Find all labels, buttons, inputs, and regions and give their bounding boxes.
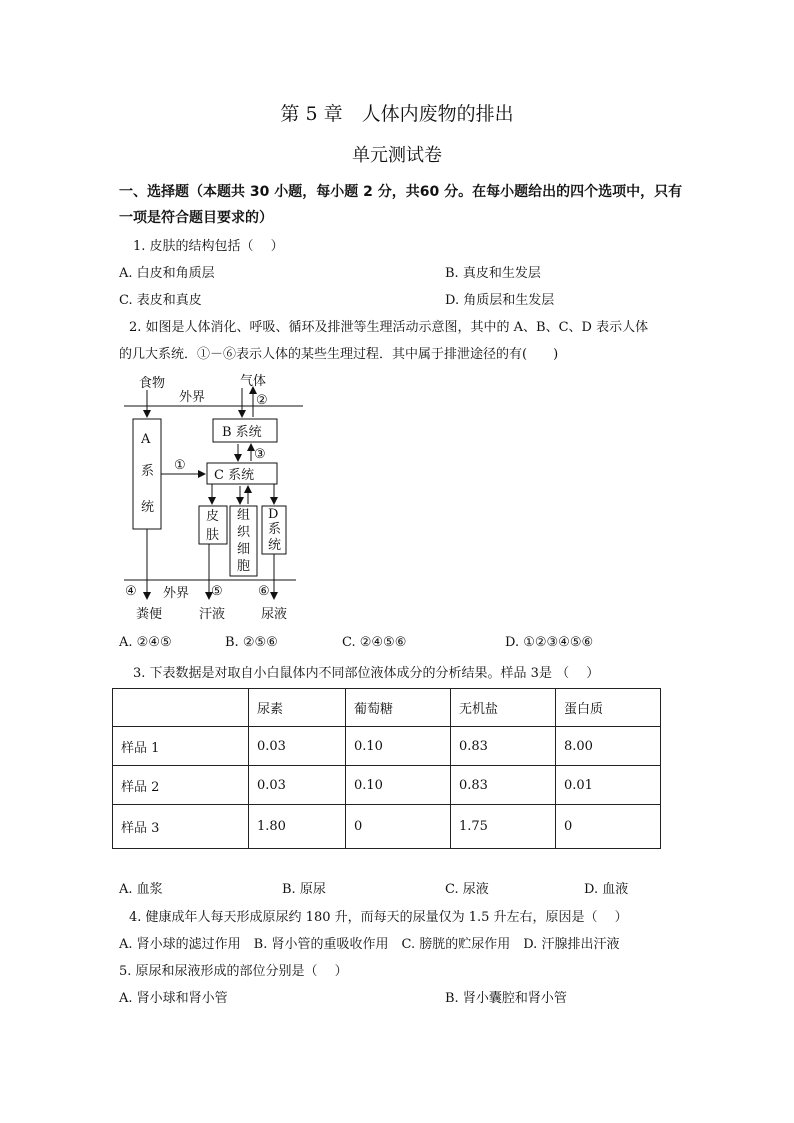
q3-stem: 3. 下表数据是对取自小白鼠体内不同部位液体成分的分析结果。样品 3是 （ ）	[133, 666, 600, 681]
table-cell: 8.00	[556, 727, 661, 766]
table-header-row	[113, 689, 661, 727]
section-heading-cont: 一项是符合题目要求的）	[119, 210, 273, 226]
q5-option-a[interactable]: A. 肾小球和肾小管	[119, 991, 228, 1006]
q2-stem-cont: 的几大系统．①－⑥表示人体的某些生理过程．其中属于排泄途径的有( )	[119, 347, 559, 362]
table-header-cell: 尿素	[249, 689, 346, 727]
q5-stem: 5. 原尿和尿液形成的部位分别是（ ）	[119, 964, 348, 979]
q1-option-b[interactable]: B. 真皮和生发层	[445, 266, 541, 281]
num-3: ③	[254, 447, 266, 462]
num-5: ⑤	[211, 584, 223, 599]
q3-data-table	[112, 688, 661, 849]
table-cell: 0	[346, 805, 451, 849]
table-cell: 0.03	[249, 727, 346, 766]
physiology-diagram	[110, 368, 315, 628]
q2-option-a[interactable]: A. ②④⑤	[119, 635, 172, 650]
table-cell: 0.83	[451, 727, 556, 766]
table-header-cell: 无机盐	[451, 689, 556, 727]
table-header-cell	[113, 689, 249, 727]
table-cell: 0	[556, 805, 661, 849]
outside-top-label: 外界	[179, 390, 206, 405]
q1-stem: 1. 皮肤的结构包括（ ）	[133, 239, 284, 254]
table-cell: 1.80	[249, 805, 346, 849]
table-row	[113, 766, 661, 805]
q3-option-a[interactable]: A. 血浆	[119, 882, 163, 897]
table-row	[113, 727, 661, 766]
q4-stem: 4. 健康成年人每天形成原尿约 180 升，而每天的尿量仅为 1.5 升左右，原因是（ ）	[129, 910, 628, 925]
tissue-label-2: 织	[237, 525, 251, 540]
page-title: 第 5 章 人体内废物的排出	[280, 103, 514, 125]
table-cell: 样品 2	[113, 766, 249, 805]
tissue-label-4: 胞	[237, 559, 251, 574]
skin-label-2: 肤	[206, 528, 220, 543]
page-subtitle: 单元测试卷	[352, 145, 442, 166]
feces-label: 粪便	[136, 607, 163, 622]
outside-bottom-label: 外界	[163, 586, 190, 601]
urine-label: 尿液	[261, 607, 288, 622]
q1-option-a[interactable]: A. 白皮和角质层	[119, 266, 215, 281]
q3-option-b[interactable]: B. 原尿	[282, 882, 326, 897]
sweat-label: 汗液	[199, 607, 226, 622]
table-row	[113, 805, 661, 849]
table-cell: 0.01	[556, 766, 661, 805]
num-6: ⑥	[258, 584, 270, 599]
num-2: ②	[256, 393, 268, 408]
q2-option-d[interactable]: D. ①②③④⑤⑥	[505, 635, 594, 650]
d-label-2: 系	[268, 522, 282, 537]
q4-options[interactable]: A. 肾小球的滤过作用 B. 肾小管的重吸收作用 C. 膀胱的贮尿作用 D. 汗腺排出汗液	[119, 937, 620, 952]
tissue-label-3: 细	[237, 542, 251, 557]
q2-stem: 2. 如图是人体消化、呼吸、循环及排泄等生理活动示意图，其中的 A、B、C、D 表示人体	[129, 320, 649, 335]
section-heading: 一、选择题（本题共 30 小题，每小题 2 分，共60 分。在每小题给出的四个选项中，只有	[119, 184, 683, 200]
q1-option-c[interactable]: C. 表皮和真皮	[119, 293, 202, 308]
num-1: ①	[174, 458, 186, 473]
d-label-1: D	[268, 507, 279, 522]
table-header-cell: 葡萄糖	[346, 689, 451, 727]
a-label-2: 系	[141, 464, 155, 479]
q2-option-b[interactable]: B. ②⑤⑥	[225, 635, 278, 650]
table-cell: 0.10	[346, 766, 451, 805]
table-cell: 样品 1	[113, 727, 249, 766]
table-cell: 0.03	[249, 766, 346, 805]
food-label: 食物	[139, 376, 166, 391]
table-cell: 0.83	[451, 766, 556, 805]
q2-option-c[interactable]: C. ②④⑤⑥	[342, 635, 407, 650]
table-cell: 样品 3	[113, 805, 249, 849]
num-4: ④	[125, 584, 137, 599]
skin-label-1: 皮	[206, 509, 220, 524]
table-header-cell: 蛋白质	[556, 689, 661, 727]
c-system-label: C 系统	[214, 468, 255, 483]
gas-label: 气体	[240, 374, 267, 389]
q3-option-c[interactable]: C. 尿液	[445, 882, 489, 897]
b-system-label: B 系统	[222, 425, 262, 440]
q5-option-b[interactable]: B. 肾小囊腔和肾小管	[445, 991, 567, 1006]
table-cell: 1.75	[451, 805, 556, 849]
a-label-3: 统	[141, 500, 155, 515]
q1-option-d[interactable]: D. 角质层和生发层	[445, 293, 555, 308]
d-label-3: 统	[268, 538, 282, 553]
table-cell: 0.10	[346, 727, 451, 766]
a-label-1: A	[141, 432, 151, 447]
tissue-label-1: 组	[237, 508, 251, 523]
q3-option-d[interactable]: D. 血液	[584, 882, 629, 897]
